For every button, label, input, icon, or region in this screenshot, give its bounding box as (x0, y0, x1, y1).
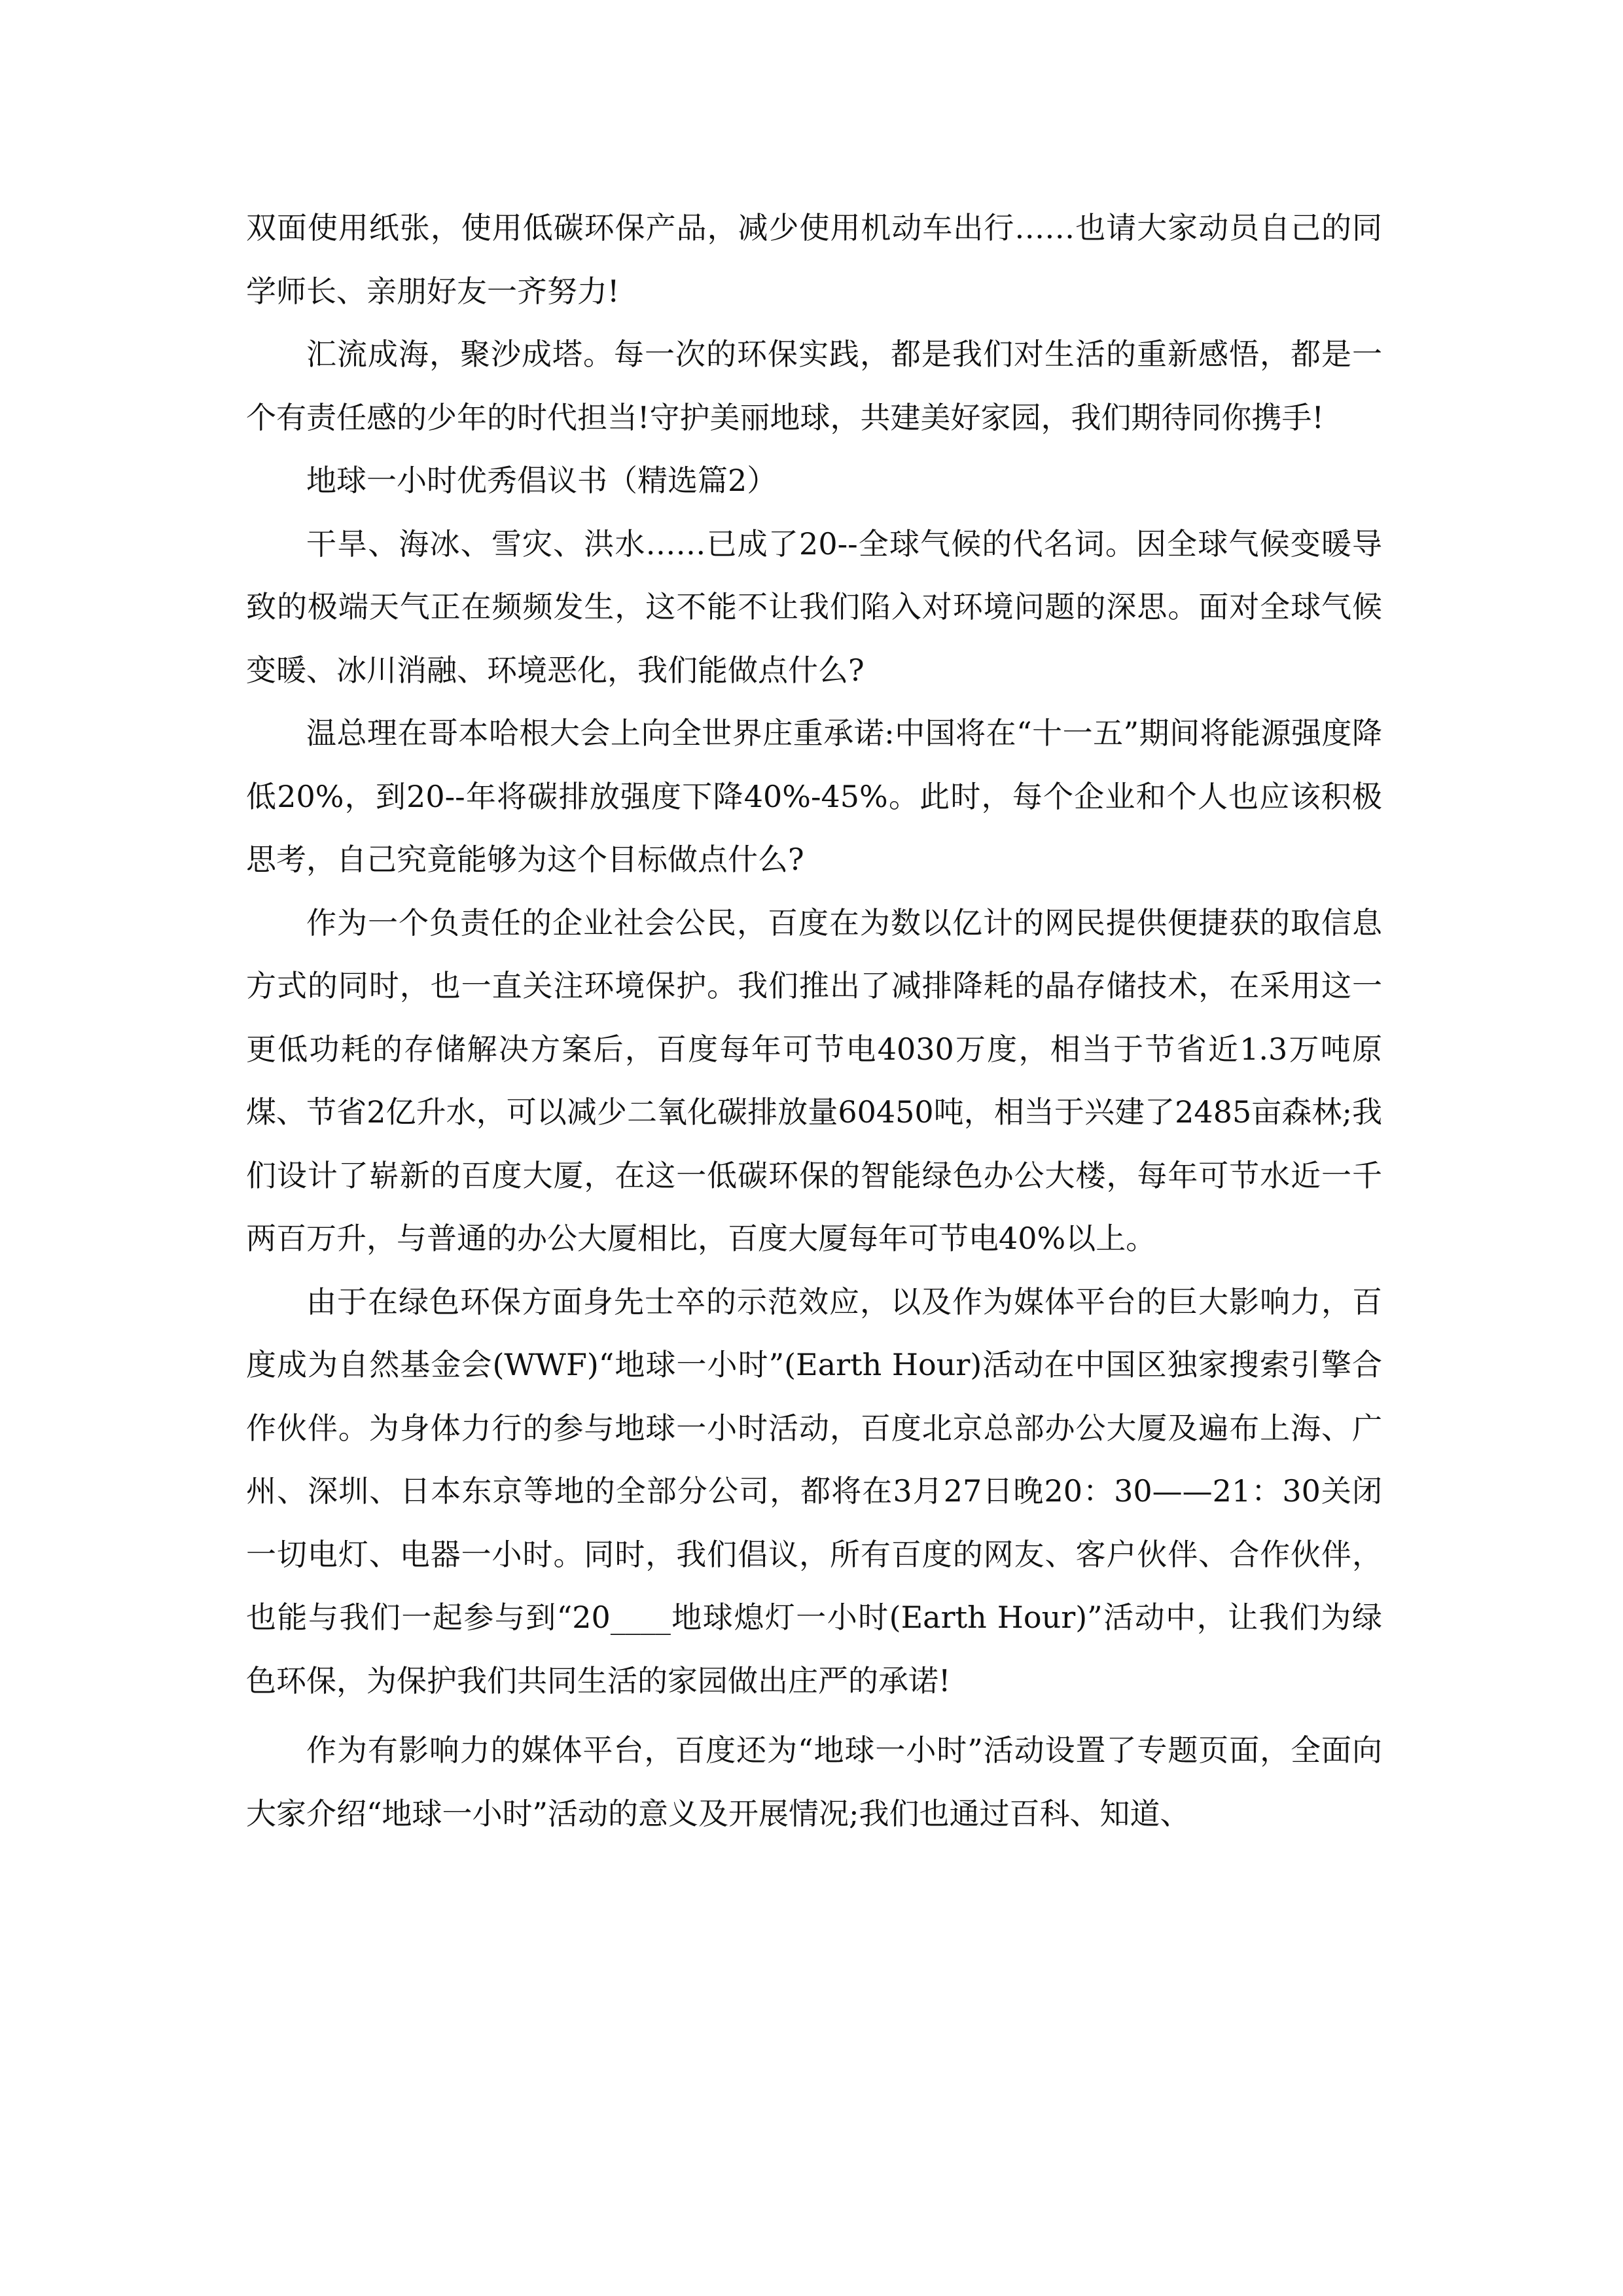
paragraph-baidu-environment: 作为一个负责任的企业社会公民，百度在为数以亿计的网民提供便捷获的取信息方式的同时，也一直关注环境保护。我们推出了减排降耗的晶存储技术，在采用这一更低功耗的存储解决方案后，百度每年可节电4030万度，相当于节省近1.3万吨原煤、节省2亿升水，可以减少二氧化碳排放量60450吨，相当于兴建了2485亩森林;我们设计了崭新的百度大厦，在这一低碳环保的智能绿色办公大楼，每年可节水近一千两百万升，与普通的办公大厦相比，百度大厦每年可节电40%以上。 (246, 905, 1382, 1256)
paragraph-commitment: 温总理在哥本哈根大会上向全世界庄重承诺:中国将在“十一五”期间将能源强度降低20%，到20--年将碳排放强度下降40%-45%。此时，每个企业和个人也应该积极思考，自己究竟能够为这个目标做点什么? (246, 715, 1382, 877)
paragraph-closing: 汇流成海，聚沙成塔。每一次的环保实践，都是我们对生活的重新感悟，都是一个有责任感的少年的时代担当!守护美丽地球，共建美好家园，我们期待同你携手! (246, 336, 1382, 435)
section-heading: 地球一小时优秀倡议书（精选篇2） (306, 463, 777, 498)
paragraph-continuation: 双面使用纸张，使用低碳环保产品，减少使用机动车出行……也请大家动员自己的同学师长、亲朋好友一齐努力! (246, 210, 1382, 309)
paragraph-climate: 干旱、海冰、雪灾、洪水……已成了20--全球气候的代名词。因全球气候变暖导致的极端天气正在频频发生，这不能不让我们陷入对环境问题的深思。面对全球气候变暖、冰川消融、环境恶化，我们能做点什么? (246, 526, 1382, 688)
document-body (246, 196, 1382, 1845)
paragraph-earth-hour: 由于在绿色环保方面身先士卒的示范效应，以及作为媒体平台的巨大影响力，百度成为自然基金会(WWF)“地球一小时”(Earth Hour)活动在中国区独家搜索引擎合作伙伴。为身体力行的参与地球一小时活动，百度北京总部办公大厦及遍布上海、广州、深圳、日本东京等地的全部分公司，都将在3月27日晚20：30——21：30关闭一切电灯、电器一小时。同时，我们倡议，所有百度的网友、客户伙伴、合作伙伴，也能与我们一起参与到“20____地球熄灯一小时(Earth Hour)”活动中，让我们为绿色环保，为保护我们共同生活的家园做出庄严的承诺! (246, 1283, 1382, 1698)
paragraph-media-platform: 作为有影响力的媒体平台，百度还为“地球一小时”活动设置了专题页面，全面向大家介绍“地球一小时”活动的意义及开展情况;我们也通过百科、知道、 (246, 1732, 1382, 1831)
